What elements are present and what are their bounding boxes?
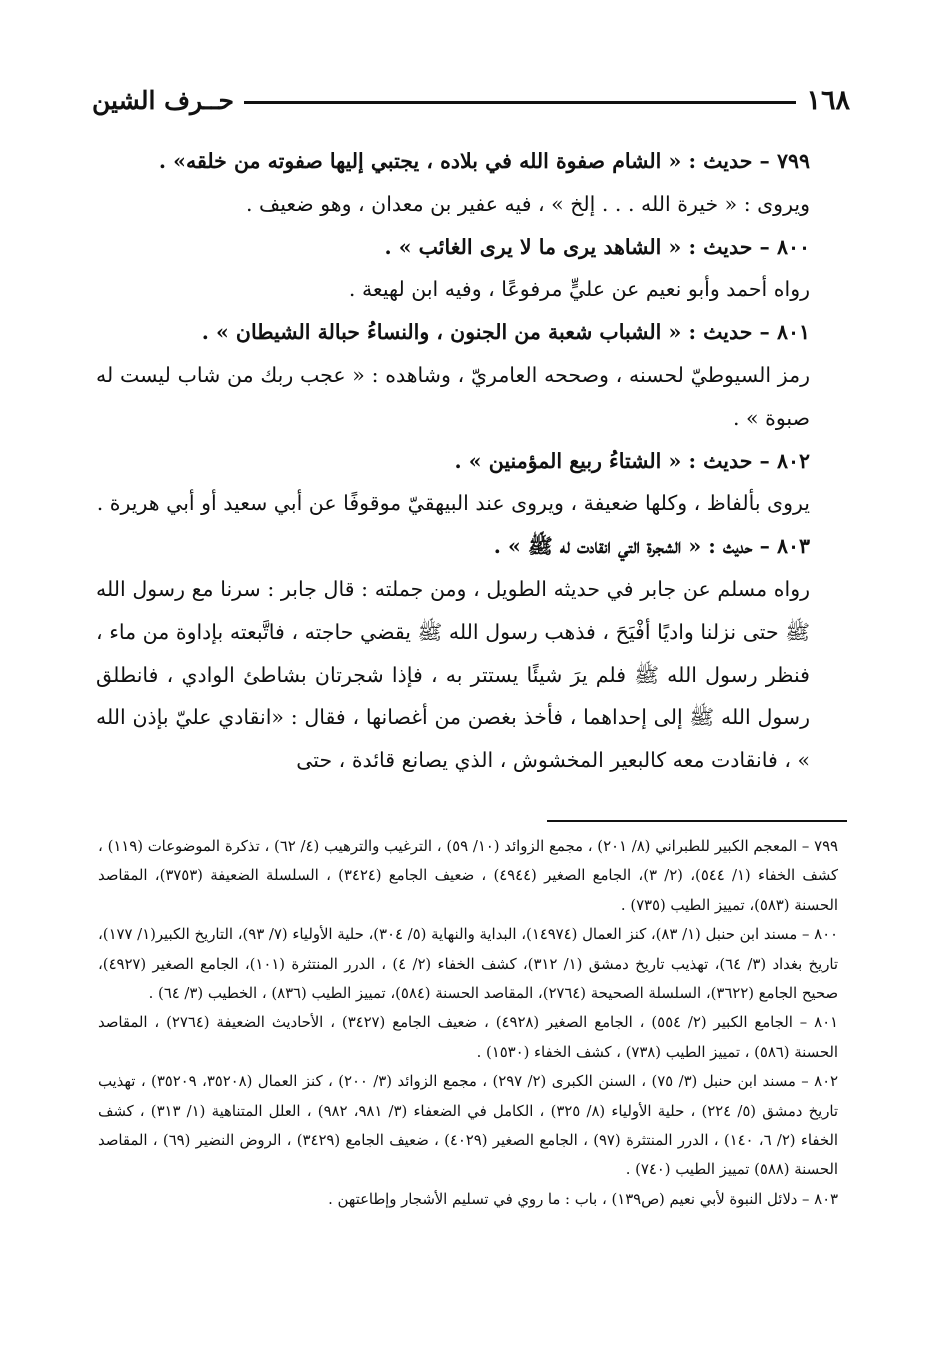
hadith-799: ٧٩٩ – حديث : « الشام صفوة الله في بلاده ، يجتبي إليها صفوته من خلقه» .	[158, 149, 810, 173]
commentary-803: رواه مسلم عن جابر في حديثه الطويل ، ومن جملته : قال جابر : سرنا مع رسول الله ﷺ حتى نزلنا واديًا أفْيَحَ ، فذهب رسول الله ﷺ يقضي حاجته ، فاتَّبعته بإداوة من ماء ، فنظر رسول الله ﷺ فلم يرَ شيئًا يستتر به ، فإذا شجرتان بشاطئ الوادي ، فانطلق رسول الله ﷺ إلى إحداهما ، فأخذ بغصن من أغصانها ، فقال : «انقادي عليّ بإذن الله » ، فانقادت معه كالبعير المخشوش ، الذي يصانع قائدة ، حتى	[96, 576, 810, 773]
hadith-803: ٨٠٣ – حديث : « الشجرة التي انقادت له ﷺ » .	[493, 534, 810, 559]
commentary-800: رواه أحمد وأبو نعيم عن عليٍّ مرفوعًا ، وفيه ابن لهيعة .	[348, 277, 810, 302]
page-number: ١٦٨	[806, 84, 850, 116]
running-title: حــرف الشين	[92, 85, 234, 115]
footnote-800: ٨٠٠ – مسند ابن حنبل (١/ ٨٣)، كنز العمال (١٤٩٧٤)، البداية والنهاية (٥/ ٣٠٤)، حلية الأولياء (٧/ ٩٣)، التاريخ الكبير(١/ ١٧٧)، تاريخ بغداد (٣/ ٦٤)، تهذيب تاريخ دمشق (١/ ٣١٢)، كشف الخفاء (٢/ ٤) ، الدرر المنتثرة (١٠١)، الجامع الصغير (٤٩٢٧)، صحيح الجامع (٣٦٢٢)، السلسلة الصحيحة (٢٧٦٤)، المقاصد الحسنة (٥٨٤)، تمييز الطيب (٨٣٦) ، الخطيب (٣/ ٦٤) .	[98, 926, 838, 1003]
footnote-803: ٨٠٣ – دلائل النبوة لأبي نعيم (ص١٣٩) ، باب : ما روي في تسليم الأشجار وإطاعتهن .	[328, 1190, 838, 1208]
footnote-802: ٨٠٢ – مسند ابن حنبل (٣/ ٧٥) ، السنن الكبرى (٢/ ٢٩٧) ، مجمع الزوائد (٣/ ٢٠٠) ، كنز العمال (٣٥٢٠٨، ٣٥٢٠٩) ، تهذيب تاريخ دمشق (٥/ ٢٢٤) ، حلية الأولياء (٨/ ٣٢٥) ، الكامل في الضعفاء (٣/ ٩٨١، ٩٨٢) ، العلل المتناهية (١/ ٣١٣) ، كشف الخفاء (٢/ ٦، ١٤٠) ، الدرر المنتثرة (٩٧) ، الجامع الصغير (٤٠٢٩) ، ضعيف الجامع (٣٤٢٩) ، الروض النضير (٦٩) ، المقاصد الحسنة (٥٨٨) تمييز الطيب (٧٤٠) .	[98, 1073, 839, 1179]
commentary-802: يروى بألفاظ ، وكلها ضعيفة ، ويروى عند البيهقيّ موقوفًا عن أبي سعيد أو أبي هريرة .	[96, 491, 810, 516]
commentary-801: رمز السيوطيّ لحسنه ، وصححه العامريّ ، وشاهده : « عجب ربك من شاب ليست له صبوة » .	[96, 362, 810, 430]
footnote-separator	[547, 820, 847, 822]
hadith-802: ٨٠٢ – حديث : « الشتاءُ ربيع المؤمنين » .	[454, 448, 810, 473]
page-header	[92, 80, 850, 120]
footnotes	[98, 832, 838, 1214]
header-rule	[244, 101, 797, 104]
main-text	[96, 140, 838, 782]
hadith-801: ٨٠١ – حديث : « الشباب شعبة من الجنون ، والنساءُ حبالة الشيطان » .	[201, 320, 810, 345]
hadith-800: ٨٠٠ – حديث : « الشاهد يرى ما لا يرى الغائب » .	[384, 234, 810, 259]
commentary-799: ويروى : « خيرة الله . . . إلخ » ، فيه عفير بن معدان ، وهو ضعيف .	[245, 191, 810, 216]
footnote-799: ٧٩٩ – المعجم الكبير للطبراني (٨/ ٢٠١) ، مجمع الزوائد (١٠/ ٥٩) ، الترغيب والترهيب (٤/ ٦٢) ، تذكرة الموضوعات (١١٩) ، كشف الخفاء (١/ ٥٤٤)، (٢/ ٣)، الجامع الصغير (٤٩٤٤) ، ضعيف الجامع (٣٤٢٤) ، السلسلة الضعيفة (٣٧٥٣)، المقاصد الحسنة (٥٨٣)، تمييز الطيب (٧٣٥) .	[98, 838, 838, 914]
footnote-801: ٨٠١ – الجامع الكبير (٢/ ٥٥٤) ، الجامع الصغير (٤٩٢٨) ، ضعيف الجامع (٣٤٢٧) ، الأحاديث الضعيفة (٢٧٦٤) ، المقاصد الحسنة (٥٨٦) ، تمييز الطيب (٧٣٨) ، كشف الخفاء (١٥٣٠) .	[98, 1014, 838, 1061]
